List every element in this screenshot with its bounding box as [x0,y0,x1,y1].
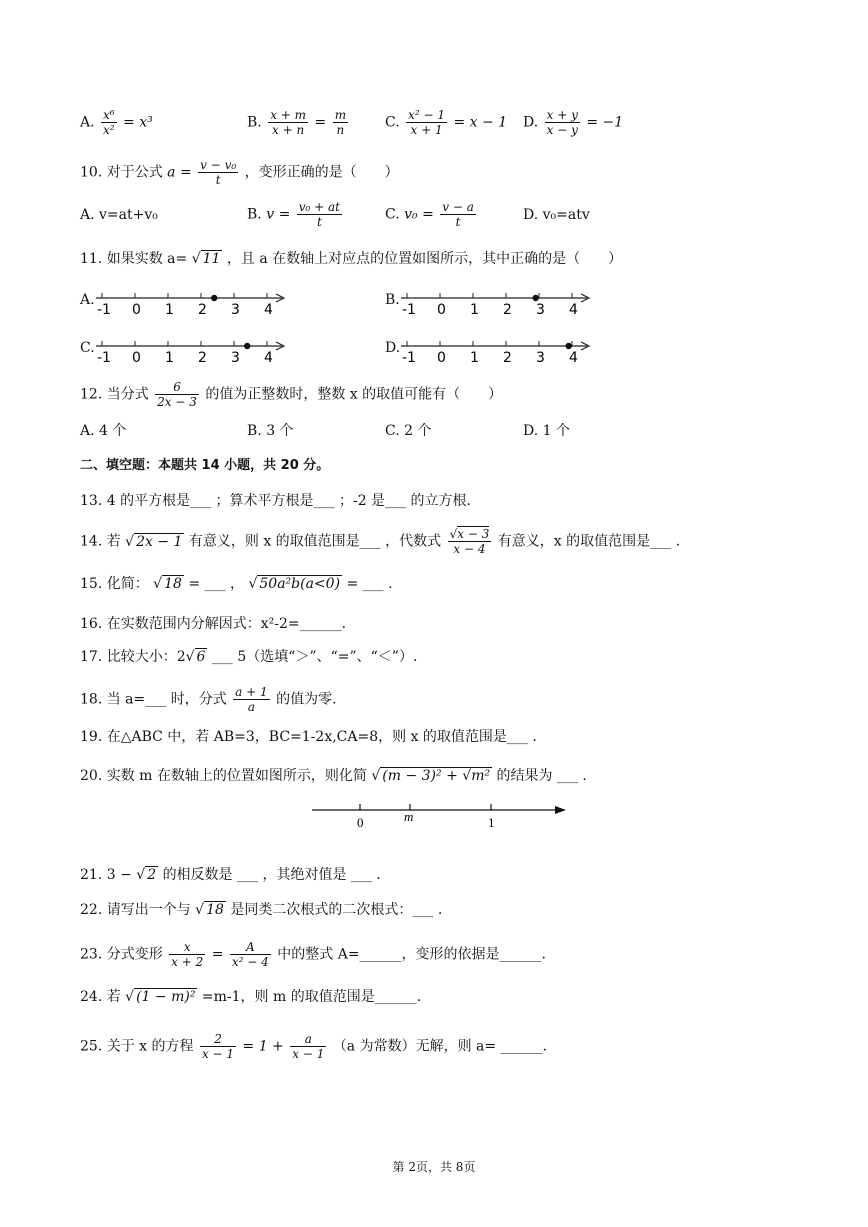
fraction [169,940,205,969]
numerator: x² − 1 [408,108,446,122]
square-root: √ 11 [191,251,221,267]
expression: = x³ [123,114,153,131]
tick-label: 2 [503,350,512,364]
question-text: 25. 关于 x 的方程 [80,1038,194,1055]
question-text: 是同类二次根式的二次根式：___ . [230,902,443,918]
tick-label: -1 [402,350,416,364]
point-marker [566,343,572,349]
question-text: 的值为零. [276,691,337,708]
point-marker [244,343,250,349]
fraction [155,380,199,409]
question-text: ，且 a 在数轴上对应点的位置如图所示，其中正确的是（ ） [226,251,623,267]
q9-option-a [80,108,153,137]
tick-label: 4 [264,350,273,364]
tick-label: 3 [231,302,240,316]
radicand: 6 [196,649,206,665]
denominator: x² [103,123,115,137]
expression: v₀ = [404,206,434,223]
fraction [440,200,476,229]
fraction [333,108,348,137]
numerator: x + m [270,108,307,122]
tick-label: 0 [132,302,141,316]
q10-option-c [385,200,478,229]
question-15 [80,575,393,593]
denominator: t [297,214,342,229]
tick-label: 3 [231,350,240,364]
question-text: 24. 若 [80,989,121,1005]
question-13: 13. 4 的平方根是___ ；算术平方根是___ ；-2 是___ 的立方根. [80,493,471,509]
numerator: √x − 3 [449,527,490,541]
question-23 [80,940,546,969]
square-root: √ (1 − m)² [125,989,196,1005]
page-footer: 第 2页，共 8页 [392,1160,476,1174]
fraction [200,1032,236,1061]
tick-label: 4 [569,350,578,364]
numerator: x⁶ [103,108,115,122]
denominator: t [198,172,238,187]
question-text: 中的整式 A=______，变形的依据是______. [277,946,547,963]
q12-option-a: A. 4 个 [80,423,127,439]
question-text: 23. 分式变形 [80,946,163,963]
tick-label: 4 [264,302,273,316]
fraction [101,108,117,137]
tick-label: 1 [470,350,479,364]
option-label: C. [385,114,400,131]
number-line [401,288,601,316]
radicand: 18 [164,576,182,592]
point-marker [533,295,539,301]
question-text: = ___ . [346,576,393,592]
denominator: x − 1 [201,1047,235,1061]
numerator: v − a [442,200,474,214]
expression: = 1 + [242,1038,284,1055]
question-text: 22. 请写出一个与 [80,902,191,918]
tick-label: 0 [437,302,446,316]
radicand: 50a²b(a<0) [259,576,341,592]
number-line [401,336,601,364]
question-21 [80,866,381,884]
denominator: x + n [268,122,308,137]
axis-label-1: 1 [488,815,495,830]
expression: = −1 [586,114,624,131]
question-text: 12. 当分式 [80,386,149,403]
question-20 [80,767,587,785]
tick-label: -1 [97,302,111,316]
denominator: x + 2 [171,955,204,969]
radicand-inner: m² [471,768,491,784]
question-text: （a 为常数）无解，则 a= ______. [332,1038,548,1055]
tick-label: -1 [97,350,111,364]
option-label: D. [385,340,401,356]
question-text: 的结果为 ___ . [496,768,587,784]
fraction [297,200,342,229]
q10-option-b [247,200,344,229]
tick-label: 3 [536,302,545,316]
question-12 [80,380,502,409]
plus-sign: + [446,768,458,784]
numerator: a [304,1032,312,1046]
denominator: x − 1 [292,1047,325,1061]
question-text: 10. 对于公式 [80,164,163,181]
tick-label: 2 [198,302,207,316]
number-line [96,288,296,316]
fraction [290,1032,326,1061]
question-text: 11. 如果实数 a= [80,251,188,267]
question-text: = ___ ， [188,576,245,592]
tick-label: 2 [198,350,207,364]
tick-label: -1 [402,302,416,316]
radicand-part: (m − 3)² [382,768,442,784]
option-label: B. [385,292,400,308]
question-17 [80,648,417,666]
question-24 [80,988,421,1006]
q9-option-b [247,108,350,137]
numerator: v − v₀ [200,158,237,172]
expression: v = [266,206,291,223]
equals: = [314,114,327,131]
radicand: 2 [147,867,157,883]
point-marker [211,295,217,301]
square-root: √ (m − 3)² + √m² [371,768,491,784]
numerator: v₀ + at [298,200,340,214]
denominator: n [333,122,348,137]
question-text: 20. 实数 m 在数轴上的位置如图所示，则化简 [80,768,367,784]
axis-label-0: 0 [357,815,364,830]
question-25 [80,1032,547,1061]
denominator: x² − 4 [231,955,269,969]
q9-option-c [385,108,507,137]
question-text: =m-1，则 m 的取值范围是______. [201,989,422,1005]
fraction [230,940,271,969]
equals: = [211,946,224,963]
tick-label: 1 [165,350,174,364]
fraction [268,108,308,137]
fraction [406,108,447,137]
question-19: 19. 在△ABC 中，若 AB=3，BC=1-2x,CA=8，则 x 的取值范围是___ . [80,729,537,745]
square-root: √ 2 [136,867,157,883]
q12-option-d: D. 1 个 [523,423,570,439]
option-label: A. [80,114,95,131]
option-label: A. [80,292,95,308]
axis-label-m: m [404,809,414,824]
question-11 [80,250,622,268]
option-label: B. [247,114,262,131]
tick-label: 3 [536,350,545,364]
denominator: t [440,214,476,229]
option-label: D. [523,114,539,131]
question-text: 14. 若 [80,533,121,550]
radicand: (1 − m)² [136,989,196,1005]
tick-label: 0 [132,350,141,364]
q10-option-d: D. v₀=atv [523,207,590,223]
section-heading: 二、填空题：本题共 14 小题，共 20 分。 [80,458,330,473]
numerator: x + y [546,108,578,122]
square-root: √ 18 [153,576,182,592]
numerator: 6 [173,380,181,394]
question-14 [80,527,680,556]
question-text: 有意义，则 x 的取值范围是___ ，代数式 [188,533,442,550]
denominator: x + 1 [406,122,447,137]
fraction [233,685,269,714]
q10-option-a: A. v=at+v₀ [80,207,158,223]
q9-option-d [523,108,623,137]
radicand: 18 [206,902,224,918]
question-18 [80,685,337,714]
question-text: 有意义，x 的取值范围是___ . [497,533,681,550]
option-label: C. [385,206,400,223]
q12-option-c: C. 2 个 [385,423,432,439]
question-16: 16. 在实数范围内分解因式：x²-2=______. [80,616,347,632]
radicand: 2x − 1 [136,533,183,550]
question-text: ，变形正确的是（ ） [244,164,399,181]
square-root: √ 2x − 1 [125,533,183,550]
tick-label: 4 [569,302,578,316]
question-text: 的值为正整数时，整数 x 的取值可能有（ ） [205,386,503,403]
fraction [448,527,492,556]
question-text: 15. 化简： [80,576,149,592]
square-root: √ 18 [195,902,224,918]
numerator: A [246,940,255,954]
denominator: 2x − 3 [157,395,197,409]
question-text: 17. 比较大小：2 [80,649,186,665]
denominator: x − 4 [448,541,492,556]
question-22 [80,901,442,919]
radicand: x − 3 [457,527,490,541]
tick-label: 0 [437,350,446,364]
fraction [545,108,580,137]
question-text: ___ 5（选填“＞”、“=”、“＜”）. [207,649,418,665]
radicand: (m − 3)² + √m² [382,768,491,784]
q12-option-b: B. 3 个 [247,423,294,439]
denominator: a [233,699,269,714]
numerator: a + 1 [235,685,268,699]
option-label: C. [80,340,95,356]
expression: = x − 1 [453,114,508,131]
question-text: 21. 3 − [80,867,132,883]
number-line [96,336,296,364]
tick-label: 2 [503,302,512,316]
option-label: B. [247,206,262,223]
square-root: √ 6 [185,649,206,665]
expression: a = [167,164,192,181]
question-text: 18. 当 a=___ 时，分式 [80,691,227,708]
radicand: 11 [202,251,221,267]
square-root: √ 50a²b(a<0) [248,576,341,592]
q20-number-line [310,800,570,836]
question-10 [80,158,399,187]
fraction [198,158,238,187]
tick-label: 1 [470,302,479,316]
denominator: x − y [546,123,578,137]
tick-label: 1 [165,302,174,316]
numerator: m [334,108,347,122]
question-text: 的相反数是 ___ ，其绝对值是 ___ . [162,867,381,883]
numerator: 2 [214,1032,222,1046]
numerator: x [183,940,191,954]
